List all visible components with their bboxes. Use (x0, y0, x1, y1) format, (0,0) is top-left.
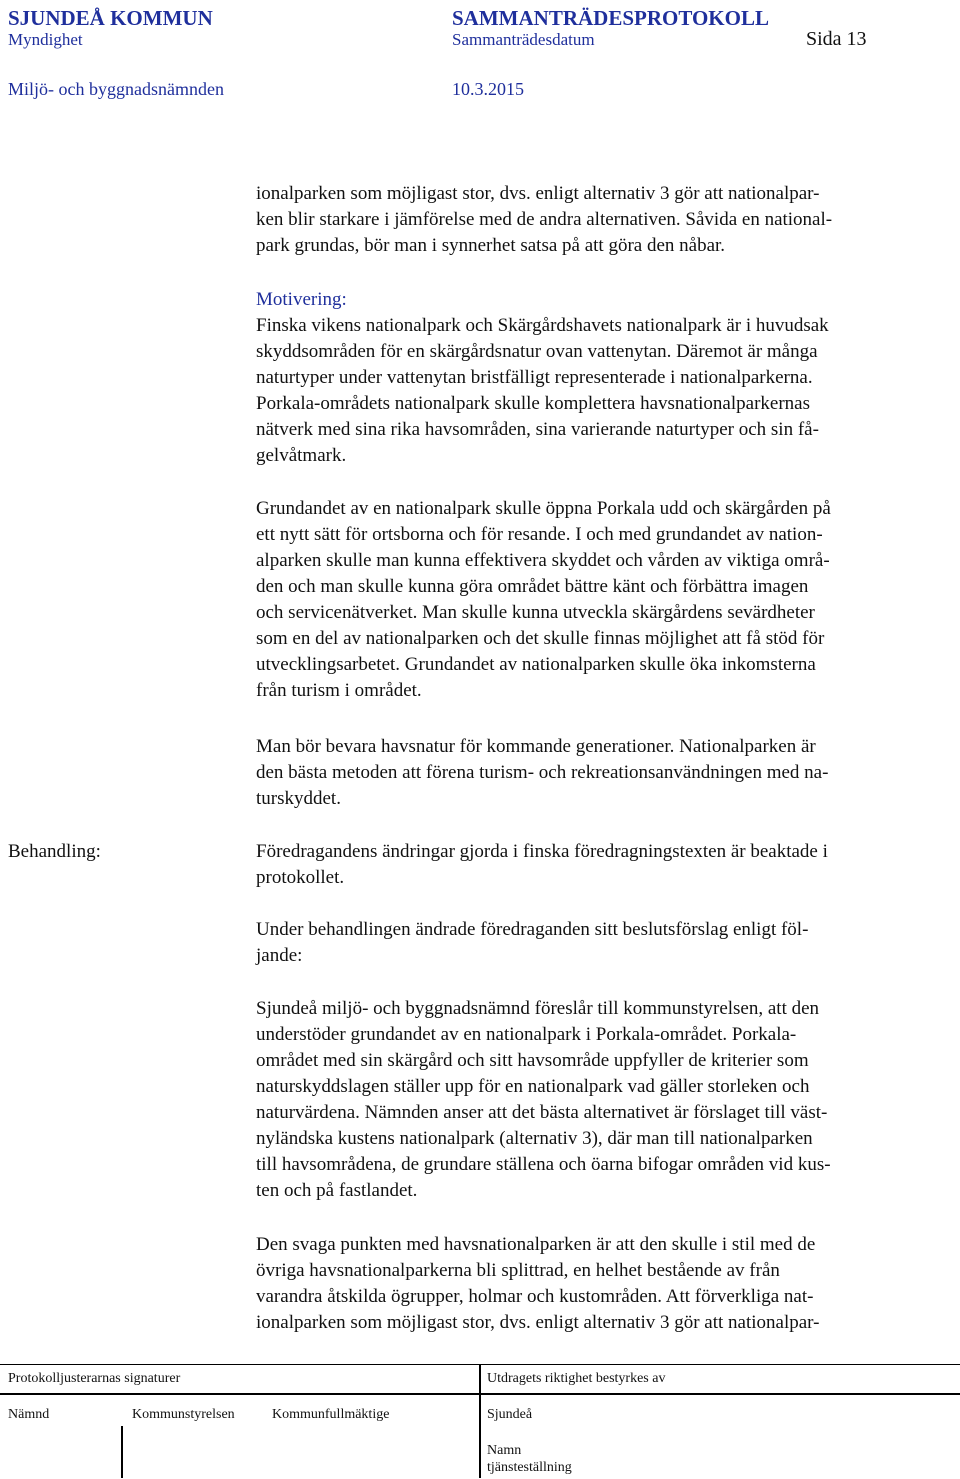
authority-label: Myndighet (8, 30, 83, 49)
certify-label: Utdragets riktighet bestyrkes av (487, 1371, 666, 1386)
footer-signature-divider (121, 1426, 123, 1478)
behandling-label: Behandling: (8, 841, 101, 862)
meeting-date: 10.3.2015 (452, 79, 524, 99)
page-number: Sida 13 (806, 28, 867, 50)
footer-title-label: tjänsteställning (487, 1460, 572, 1475)
document-type: SAMMANTRÄDESPROTOKOLL (452, 6, 769, 30)
paragraph-under-behandlingen: Under behandlingen ändrade föredraganden sitt beslutsförslag enligt föl- jande: (256, 919, 809, 966)
paragraph-havsnatur: Man bör bevara havsnatur för kommande generationer. Nationalparken är den bästa metoden att förena turism- och rekreationsanvändningen med na- turskyddet. (256, 736, 829, 809)
footer-place: Sjundeå (487, 1407, 533, 1422)
paragraph-motivering: Finska vikens nationalpark och Skärgårdshavets nationalpark är i huvudsak skyddsområden för en skärgårdsnatur ovan vattenytan. Däremot är många naturtyper under vattenytan bristfälligt representerade i nationalparkerna. Porkala-områdets nationalpark skulle komplettera havsnationalparkernas nätverk med sina rika havsområden, sina varierande naturtyper och sin få- gelvåtmark. (256, 315, 829, 466)
footer-column-divider (479, 1364, 481, 1478)
paragraph-behandling: Föredragandens ändringar gjorda i finska föredragningstexten är beaktade i protokollet. (256, 841, 828, 888)
paragraph-forslag: Sjundeå miljö- och byggnadsnämnd föreslår till kommunstyrelsen, att den understöder grundandet av en nationalpark i Porkala-området. Porkala- området med sin skärgård och sitt havsområde uppfyller de kriterier som naturskyddslagen ställer upp för en nationalpark vad gäller storleken och naturvärdena. Nämnden anser att det bästa alternativet är förslaget till väst- nyländska kustens nationalpark (alternativ 3), där man till nationalparken till havsområdena, de grundare ställena och öarna bifogar områden vid kus- ten och på fastlandet. (256, 998, 831, 1201)
paragraph-svaga-punkten: Den svaga punkten med havsnationalparken är att den skulle i stil med de övriga havsnationalparkerna bli splittrad, en helhet bestående av från varandra åtskilda ögrupper, holmar och kustområden. Att förverkliga nat- ionalparken som möjligast stor, dvs. enligt alternativ 3 gör att nationalpar- (256, 1234, 820, 1333)
meeting-date-label: Sammanträdesdatum (452, 30, 595, 49)
paragraph-intro: ionalparken som möjligast stor, dvs. enligt alternativ 3 gör att nationalpar- ken blir starkare i jämförelse med de andra alternativen. Såvida en national- park grundas, bör man i synnerhet satsa på att göra den nåbar. (256, 183, 833, 256)
footer-name-label: Namn (487, 1443, 522, 1458)
paragraph-grundandet: Grundandet av en nationalpark skulle öppna Porkala udd och skärgården på ett nytt sätt för ortsborna och för resande. I och med grundandet av nation- alparken skulle man kunna effektivera skyddet och vården av viktiga områ- den och man skulle kunna göra området bättre känt och förbättra imagen och servicenätverket. Man skulle kunna utveckla skärgårdens sevärdheter som en del av nationalparken och det skulle finnas möjlighet att få stöd för utvecklingsarbetet. Grundandet av nationalparken skulle öka inkomsterna från turism i området. (256, 498, 831, 701)
footer-col-namnd: Nämnd (8, 1407, 50, 1422)
footer-col-kommunstyrelsen: Kommunstyrelsen (132, 1407, 235, 1422)
motivering-heading: Motivering: (256, 289, 347, 310)
committee-name: Miljö- och byggnadsnämnden (8, 79, 224, 99)
signatures-label: Protokolljusterarnas signaturer (8, 1371, 181, 1386)
org-name: SJUNDEÅ KOMMUN (8, 6, 213, 30)
footer-col-kommunfullmaktige: Kommunfullmäktige (272, 1407, 390, 1422)
